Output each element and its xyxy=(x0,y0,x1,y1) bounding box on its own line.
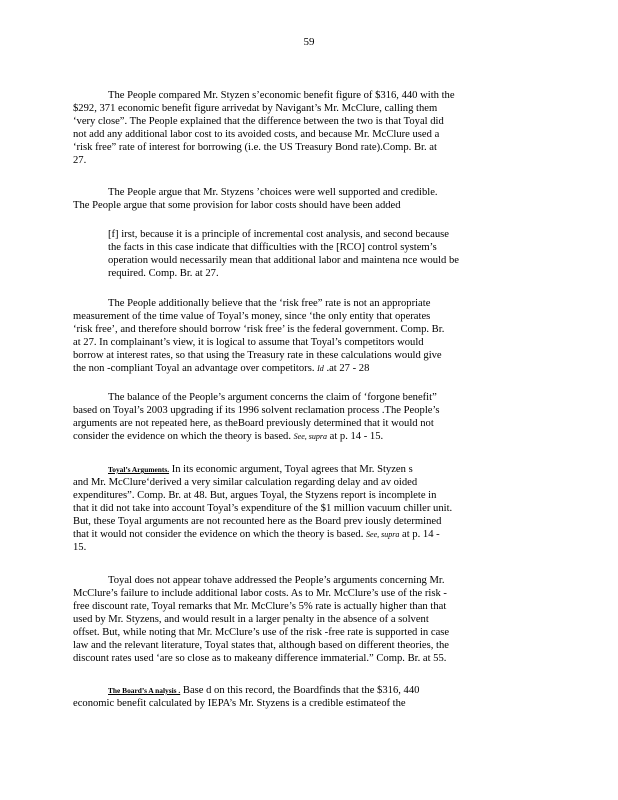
text-line: arguments are not repeated here, as theBoard previously determined that it would not xyxy=(73,418,434,429)
text-line: ‘very close”. The People explained that the difference between the two is that Toyal did xyxy=(73,116,444,127)
text-line: free discount rate, Toyal remarks that Mr. McClure’s 5% rate is actually higher than that xyxy=(73,601,447,612)
citation-tail: at p. 14 - 15. xyxy=(326,431,384,442)
text-line: required. Comp. Br. at 27. xyxy=(108,268,219,279)
text-span: that it would not consider the evidence on which the theory is based. xyxy=(73,529,364,540)
citation: See, supra xyxy=(293,432,327,441)
text-line: measurement of the time value of Toyal’s money, since ‘the only entity that operates xyxy=(73,311,431,322)
text-line: and Mr. McClure‘derived a very similar calculation regarding delay and av oided xyxy=(73,477,418,488)
text-line: offset. But, while noting that Mr. McClure’s use of the risk -free rate is supported in case xyxy=(73,627,450,638)
text-span: the non -compliant Toyal an advantage over competitors. xyxy=(73,363,315,374)
section-heading: The Board’s A nalysis . xyxy=(108,686,181,695)
text-line: The balance of the People’s argument concerns the claim of ‘forgone benefit” xyxy=(108,392,437,403)
paragraph-people-compared xyxy=(73,89,505,167)
text-line xyxy=(73,684,505,697)
citation-tail: .at 27 - 28 xyxy=(323,363,370,374)
text-line: economic benefit calculated by IEPA’s Mr. Styzens is a credible estimateof the xyxy=(73,698,406,709)
text-line: expenditures”. Comp. Br. at 48. But, argues Toyal, the Styzens report is incomplete in xyxy=(73,490,437,501)
text-line: $292, 371 economic benefit figure arrivedat by Navigant’s Mr. McClure, calling them xyxy=(73,103,438,114)
text-line: The People additionally believe that the ‘risk free” rate is not an appropriate xyxy=(108,298,431,309)
section-heading: Toyal’s Arguments. xyxy=(108,465,170,474)
paragraph-balance-argument xyxy=(73,391,505,443)
text-line: discount rates used ‘are so close as to makeany difference immaterial.” Comp. Br. at 55. xyxy=(73,653,447,664)
text-line: [f] irst, because it is a principle of incremental cost analysis, and second because xyxy=(108,229,449,240)
text-line: borrow at interest rates, so that using the Treasury rate in these calculations would give xyxy=(73,350,442,361)
text-line: McClure’s failure to include additional labor costs. As to Mr. McClure’s use of the risk - xyxy=(73,588,447,599)
text-line: ‘risk free’, and therefore should borrow ‘risk free’ is the federal government. Comp. Br. xyxy=(73,324,445,335)
paragraph-toyal-arguments xyxy=(73,463,505,554)
paragraph-people-argue xyxy=(73,186,505,212)
citation-tail: at p. 14 - xyxy=(399,529,440,540)
text-line xyxy=(73,463,505,476)
text-line: ‘risk free” rate of interest for borrowing (i.e. the US Treasury Bond rate).Comp. Br. at xyxy=(73,142,437,153)
citation: See, supra xyxy=(366,530,400,539)
citation: Id xyxy=(317,364,324,373)
text-line: 27. xyxy=(73,155,87,166)
text-span: Base d on this record, the Boardfinds that the $316, 440 xyxy=(182,685,420,696)
text-line: The People compared Mr. Styzen s’economic benefit figure of $316, 440 with the xyxy=(108,90,455,101)
text-line: law and the relevant literature, Toyal states that, although based on different theories, the xyxy=(73,640,449,651)
text-line: 15. xyxy=(73,542,87,553)
text-span: In its economic argument, Toyal agrees that Mr. Styzen s xyxy=(171,464,413,475)
text-line: the facts in this case indicate that difficulties with the [RCO] control system’s xyxy=(108,242,437,253)
page-number: 59 xyxy=(303,36,315,48)
paragraph-board-analysis xyxy=(73,684,505,710)
text-line: used by Mr. Styzens, and would result in a larger penalty in the absence of a solvent xyxy=(73,614,429,625)
text-line xyxy=(73,362,505,375)
text-line: The People argue that some provision for labor costs should have been added xyxy=(73,200,401,211)
text-line: Toyal does not appear tohave addressed the People’s arguments concerning Mr. xyxy=(108,575,445,586)
text-line: not add any additional labor cost to its avoided costs, and because Mr. McClure used a xyxy=(73,129,440,140)
block-quote xyxy=(108,228,504,280)
text-span: consider the evidence on which the theory is based. xyxy=(73,431,291,442)
paragraph-toyal-does-not xyxy=(73,574,505,665)
text-line: that it did not take into account Toyal’s expenditure of the $1 million vacuum chiller unit. xyxy=(73,503,453,514)
text-line xyxy=(73,528,505,541)
text-line xyxy=(73,430,505,443)
paragraph-people-additionally xyxy=(73,297,505,375)
text-line: based on Toyal’s 2003 upgrading if its 1996 solvent reclamation process .The People’s xyxy=(73,405,440,416)
text-line: at 27. In complainant’s view, it is logical to assume that Toyal’s competitors would xyxy=(73,337,424,348)
text-line: But, these Toyal arguments are not recounted here as the Board prev iously determined xyxy=(73,516,442,527)
text-line: The People argue that Mr. Styzens ’choices were well supported and credible. xyxy=(108,187,438,198)
text-line: operation would necessarily mean that additional labor and maintena nce would be xyxy=(108,255,459,266)
